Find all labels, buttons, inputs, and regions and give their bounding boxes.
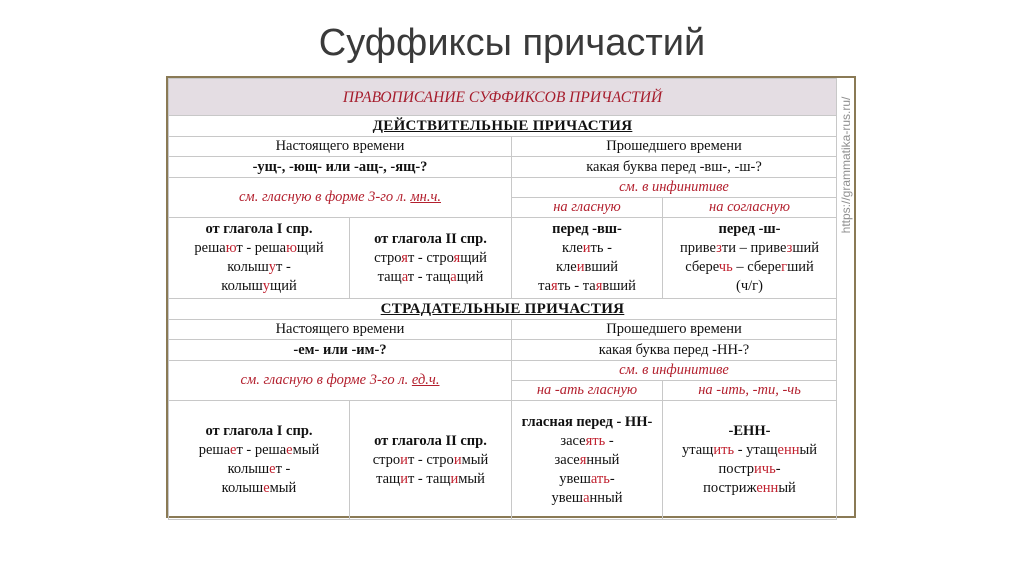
slide-title: Суффиксы причастий <box>318 22 706 64</box>
text-part: мый <box>292 442 320 458</box>
highlighted-letters: у <box>262 278 271 294</box>
active-present-suffixes: -ущ-, -ющ- или -ащ-, -ящ-? <box>169 157 512 178</box>
example-line <box>516 277 658 296</box>
highlighted-letters: ять <box>585 432 606 449</box>
highlighted-letters: е <box>230 442 237 458</box>
text-part: увеш <box>551 489 584 506</box>
highlighted-letters: ю <box>225 240 237 256</box>
example-line <box>667 239 832 258</box>
active-past-vowel: на гласную <box>512 198 663 218</box>
text-part: реша <box>198 442 231 458</box>
highlighted-letters: з <box>786 240 793 256</box>
passive-section-title: СТРАДАТЕЛЬНЫЕ ПРИЧАСТИЯ <box>169 299 837 320</box>
text-part: засе <box>554 451 580 468</box>
highlighted-letters: ичь <box>754 461 776 477</box>
text-part: тащ <box>377 268 402 285</box>
text-part: т - реша <box>236 240 287 256</box>
rules-table <box>168 78 837 520</box>
example-line <box>667 258 832 277</box>
highlighted-letters: и <box>450 470 459 487</box>
text-part: – сбере <box>732 259 782 275</box>
table-heading: ПРАВОПИСАНИЕ СУФФИКСОВ ПРИЧАСТИЙ <box>169 79 837 116</box>
example-head: -ЕНН- <box>728 423 771 439</box>
example-line <box>354 249 507 268</box>
passive-past-hint: см. в инфинитиве <box>512 361 837 381</box>
text-part: колыш <box>221 278 263 294</box>
example-head: от глагола I спр. <box>205 423 313 439</box>
highlighted-letters: е <box>286 442 293 458</box>
text-part: - утащ <box>734 442 778 458</box>
text-part: - <box>605 432 614 449</box>
text-part: мый <box>458 470 485 487</box>
highlighted-letters: и <box>576 259 585 275</box>
highlighted-letters: енн <box>777 442 800 458</box>
text-part: т - <box>275 461 291 477</box>
text-part: т - тащ <box>407 470 451 487</box>
passive-past-consonant: на -ить, -ти, -чь <box>663 381 837 401</box>
text-part: приве <box>679 240 717 256</box>
highlighted-letters: ю <box>286 240 297 256</box>
text-part: щий <box>296 240 324 256</box>
highlighted-letters: и <box>400 451 408 468</box>
example-head: от глагола II спр. <box>374 432 487 449</box>
text-part: сбере <box>685 259 719 275</box>
text-part: постр <box>718 461 755 477</box>
active-present-hint: см. гласную в форме 3-го л. мн.ч. <box>169 178 512 218</box>
active-past-question: какая буква перед -вш-, -ш-? <box>512 157 837 178</box>
active-past-consonant: на согласную <box>663 198 837 218</box>
text-part: кле <box>555 259 577 275</box>
highlighted-letters: енн <box>756 480 779 496</box>
active-example-conj1 <box>169 218 350 299</box>
text-part: увеш <box>559 470 591 487</box>
highlighted-letters: я <box>453 249 461 266</box>
active-example-conj2 <box>350 218 512 299</box>
passive-past-label: Прошедшего времени <box>512 320 837 340</box>
highlighted-letters: г <box>781 259 788 275</box>
active-past-label: Прошедшего времени <box>512 137 837 157</box>
text-part: тащ <box>376 470 401 487</box>
highlighted-letters: и <box>453 451 462 468</box>
watermark-text: https://grammatika-rus.ru/ <box>839 96 853 234</box>
passive-present-hint: см. гласную в форме 3-го л. ед.ч. <box>169 361 512 401</box>
example-head: от глагола I спр. <box>205 221 313 237</box>
text-part: нный <box>586 451 620 468</box>
passive-past-question: какая буква перед -НН-? <box>512 340 837 361</box>
highlighted-letters: е <box>269 461 276 477</box>
text-part: колыш <box>227 461 270 477</box>
example-line <box>667 479 832 498</box>
text-part: та <box>538 278 552 294</box>
passive-present-suffixes: -ем- или -им-? <box>169 340 512 361</box>
example-line <box>173 277 345 296</box>
text-part: ый <box>778 480 796 496</box>
highlighted-letters: я <box>401 249 408 266</box>
example-line <box>173 258 345 277</box>
example-head: от глагола II спр. <box>374 230 487 247</box>
text-part: - <box>775 461 781 477</box>
example-line <box>173 460 345 479</box>
text-part: ший <box>787 259 814 275</box>
text-part: вший <box>584 259 618 275</box>
text-part: стро <box>372 451 401 468</box>
text-part: т - стро <box>407 249 454 266</box>
text-part: т - <box>275 259 291 275</box>
example-line <box>667 460 832 479</box>
text-part: колыш <box>227 259 269 275</box>
active-example-vowel <box>512 218 663 299</box>
passive-example-consonant <box>663 401 837 520</box>
passive-example-conj1 <box>169 401 350 520</box>
highlighted-letters: и <box>582 240 591 256</box>
text-part: засе <box>560 432 586 449</box>
text-part: кле <box>562 240 583 256</box>
passive-present-label: Настоящего времени <box>169 320 512 340</box>
text-part: щий <box>270 278 297 294</box>
passive-past-vowel: на -ать гласную <box>512 381 663 401</box>
active-past-hint: см. в инфинитиве <box>512 178 837 198</box>
highlighted-letters: я <box>551 278 558 294</box>
text-part: стро <box>374 249 402 266</box>
text-part: постриж <box>703 480 757 496</box>
text-part: нный <box>589 489 623 506</box>
highlighted-letters: и <box>400 470 408 487</box>
highlighted-letters: е <box>263 480 270 496</box>
example-line <box>354 451 507 470</box>
text-part: ти – приве <box>721 240 787 256</box>
highlighted-letters: ать <box>590 470 610 487</box>
example-head: гласная перед - НН- <box>521 413 653 430</box>
text-part: т - реша <box>236 442 287 458</box>
example-line <box>173 239 345 258</box>
highlighted-letters: ить <box>713 442 735 458</box>
example-line <box>516 470 658 489</box>
text-part: ый <box>799 442 818 458</box>
text-part: реша <box>194 240 226 256</box>
example-line <box>516 239 658 258</box>
text-part: ть - та <box>557 278 596 294</box>
highlighted-letters: я <box>595 278 603 294</box>
text-part: т - тащ <box>407 268 451 285</box>
text-part: (ч/г) <box>736 278 763 294</box>
example-head: перед -вш- <box>552 221 622 237</box>
example-line <box>354 470 507 489</box>
text-part: мый <box>269 480 297 496</box>
passive-example-conj2 <box>350 401 512 520</box>
text-part: щий <box>456 268 484 285</box>
highlighted-letters: а <box>401 268 408 285</box>
example-head: перед -ш- <box>718 221 781 237</box>
example-line <box>516 432 658 451</box>
highlighted-letters: чь <box>718 259 733 275</box>
text-part: - <box>609 470 615 487</box>
example-line <box>354 268 507 287</box>
text-part: мый <box>461 451 489 468</box>
text-part: вший <box>602 278 636 294</box>
active-example-consonant <box>663 218 837 299</box>
highlighted-letters: а <box>583 489 590 506</box>
highlighted-letters: я <box>579 451 587 468</box>
example-line <box>173 441 345 460</box>
example-line <box>667 441 832 460</box>
text-part: утащ <box>681 442 714 458</box>
text-part: ть - <box>590 240 612 256</box>
example-line <box>667 277 832 296</box>
text-part: щий <box>460 249 487 266</box>
active-present-label: Настоящего времени <box>169 137 512 157</box>
text-part: т - стро <box>407 451 454 468</box>
watermark <box>836 80 856 250</box>
text-part: ший <box>792 240 820 256</box>
highlighted-letters: з <box>716 240 722 256</box>
example-line <box>173 479 345 498</box>
highlighted-letters: у <box>268 259 276 275</box>
example-line <box>516 258 658 277</box>
passive-example-vowel <box>512 401 663 520</box>
active-section-title: ДЕЙСТВИТЕЛЬНЫЕ ПРИЧАСТИЯ <box>169 116 837 137</box>
example-line <box>516 451 658 470</box>
example-line <box>516 489 658 508</box>
text-part: колыш <box>221 480 264 496</box>
highlighted-letters: а <box>450 268 457 285</box>
